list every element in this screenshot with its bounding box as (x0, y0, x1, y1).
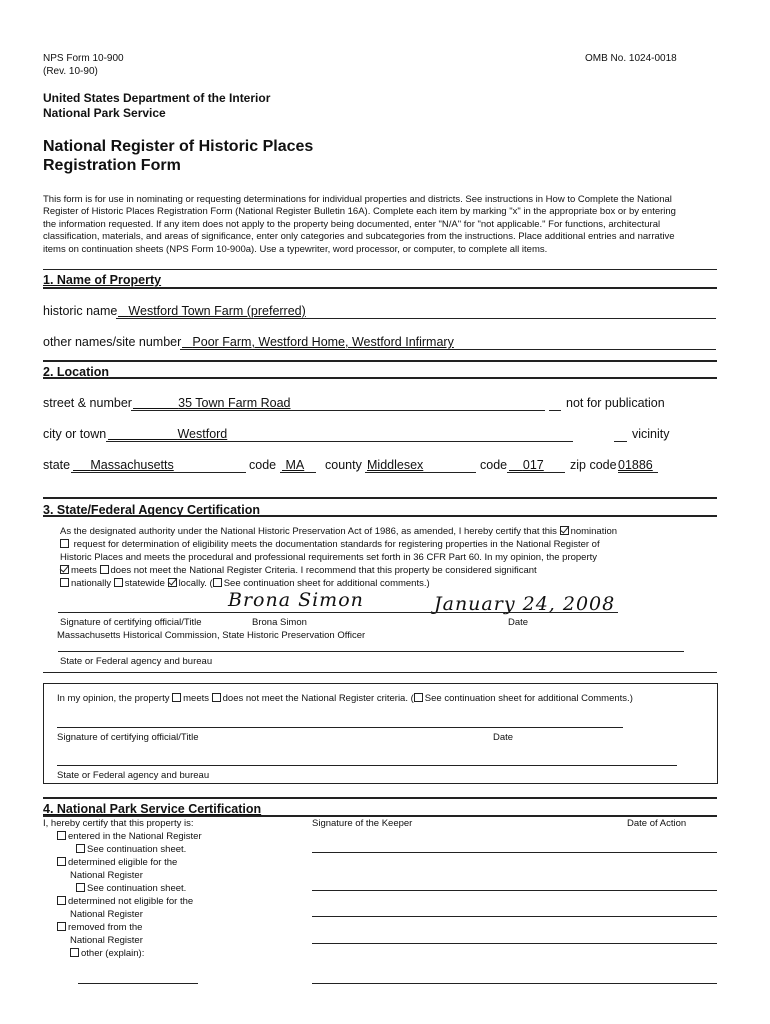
section-2-heading: 2. Location (43, 365, 109, 379)
cert-line-5: nationally statewide locally. ( See continuation sheet for additional comments.) (60, 578, 430, 590)
city-value: Westford (177, 427, 228, 441)
zip-value: 01886 (618, 458, 653, 472)
option-eligible-cont: See continuation sheet. (76, 883, 186, 895)
department-name: United States Department of the Interior (43, 91, 271, 105)
other-explain-line[interactable] (78, 983, 198, 984)
eligible-continuation-checkbox[interactable] (76, 883, 85, 892)
zip-field[interactable] (618, 458, 658, 473)
nationally-checkbox[interactable] (60, 578, 69, 587)
other-names-value: Poor Farm, Westford Home, Westford Infirmary (192, 335, 454, 349)
cert-line-4: meets does not meet the National Register Criteria. I recommend that this property be considered significant (60, 565, 537, 577)
bureau-line[interactable] (58, 651, 684, 652)
cert-line-3: Historic Places and meets the procedural and professional requirements set forth in 36 CFR Part 60. In my opinion, the property (60, 552, 598, 563)
request-checkbox[interactable] (60, 539, 69, 548)
county-code-label: code (480, 458, 508, 472)
option-removed: removed from the (57, 922, 142, 934)
historic-name-value: Westford Town Farm (preferred) (128, 304, 306, 318)
signature-line[interactable] (58, 612, 618, 613)
date-label-2: Date (493, 732, 514, 743)
eligible-checkbox[interactable] (57, 857, 66, 866)
not-publication-check[interactable] (549, 410, 561, 411)
meets-checkbox[interactable] (60, 565, 69, 574)
section-1-heading: 1. Name of Property (43, 273, 162, 287)
cert-line-1: As the designated authority under the National Historic Preservation Act of 1986, as amended, I hereby certify that this nomination (60, 526, 618, 537)
action-date-label: Date of Action (627, 818, 687, 829)
other-names-field[interactable] (180, 335, 716, 350)
option-other: other (explain): (70, 948, 144, 960)
continuation-checkbox[interactable] (213, 578, 222, 587)
certify-text: I, hereby certify that this property is: (43, 818, 194, 829)
option-removed-b: National Register (70, 935, 143, 946)
street-field[interactable] (131, 396, 545, 411)
section-4-heading: 4. National Park Service Certification (43, 802, 262, 816)
omb-number: OMB No. 1024-0018 (585, 53, 677, 64)
opinion-meets-checkbox[interactable] (172, 693, 181, 702)
vicinity-label: vicinity (632, 427, 670, 441)
bureau-label-2: State or Federal agency and bureau (57, 770, 210, 781)
county-code-value: 017 (522, 458, 544, 472)
divider (43, 360, 717, 362)
street-value: 35 Town Farm Road (178, 396, 291, 410)
instructions-line: the information requested. If any item does not apply to the property being documented, enter "N/A" for "not applicable." For functions, architectural (43, 218, 661, 230)
instructions-line: This form is for use in nominating or requesting determinations for individual properties and districts. See instructions in How to Complete the National (43, 194, 672, 205)
county-code-field[interactable] (507, 458, 565, 473)
keeper-line-4[interactable] (312, 943, 717, 944)
cert-line-2: request for determination of eligibility meets the documentation standards for registering properties in the National Register of (60, 539, 600, 551)
signature-line-2[interactable] (57, 727, 623, 728)
county-label: county (325, 458, 362, 472)
other-checkbox[interactable] (70, 948, 79, 957)
divider (43, 287, 717, 289)
divider (43, 269, 717, 270)
county-value: Middlesex (367, 458, 424, 472)
keeper-label: Signature of the Keeper (312, 818, 413, 829)
divider (43, 797, 717, 799)
state-code-field[interactable] (280, 458, 316, 473)
other-names-label: other names/site number (43, 335, 182, 349)
historic-name-label: historic name (43, 304, 118, 318)
city-label: city or town (43, 427, 107, 441)
option-not-eligible: determined not eligible for the (57, 896, 193, 908)
keeper-line-3[interactable] (312, 916, 717, 917)
option-entered: entered in the National Register (57, 831, 202, 843)
service-name: National Park Service (43, 106, 166, 120)
signature-label-2: Signature of certifying official/Title (57, 732, 199, 743)
not-publication-label: not for publication (566, 396, 665, 410)
keeper-line-2[interactable] (312, 890, 717, 891)
date-label: Date (508, 617, 529, 628)
section-3-heading: 3. State/Federal Agency Certification (43, 503, 260, 517)
divider (43, 497, 717, 499)
instructions-line: classification, materials, and areas of significance, enter only categories and subcategories from the instructions. Place additional entries and narrative (43, 231, 675, 243)
instructions-line: Register of Historic Places Registration Form (National Register Bulletin 16A). Complete each item by marking "x" in the appropriate box or by entering (43, 206, 676, 218)
page-subtitle: Registration Form (43, 157, 181, 174)
opinion-text: In my opinion, the property meets does not meet the National Register criteria. ( See continuation sheet for additional Comments.) (57, 693, 633, 704)
keeper-line-5[interactable] (312, 983, 717, 984)
street-label: street & number (43, 396, 132, 410)
zip-label: zip code (570, 458, 617, 472)
bureau-label: State or Federal agency and bureau (60, 656, 213, 667)
vicinity-check[interactable] (614, 441, 627, 442)
signature-label: Signature of certifying official/Title (60, 617, 202, 628)
form-revision: (Rev. 10-90) (43, 66, 98, 77)
statewide-checkbox[interactable] (114, 578, 123, 587)
instructions-line: items on continuation sheets (NPS Form 10-900a). Use a typewriter, word processor, or computer, to complete all items. (43, 243, 548, 255)
removed-checkbox[interactable] (57, 922, 66, 931)
signer-name: Brona Simon (252, 617, 307, 628)
keeper-line-1[interactable] (312, 852, 717, 853)
bureau-line-2[interactable] (57, 765, 677, 766)
divider (43, 815, 717, 817)
form-number: NPS Form 10-900 (43, 53, 124, 64)
option-not-eligible-b: National Register (70, 909, 143, 920)
instructions-paragraph (43, 194, 723, 256)
entered-continuation-checkbox[interactable] (76, 844, 85, 853)
option-entered-cont: See continuation sheet. (76, 844, 186, 856)
opinion-continuation-checkbox[interactable] (414, 693, 423, 702)
historic-name-field[interactable] (116, 304, 716, 319)
divider (43, 515, 717, 517)
city-field[interactable] (106, 427, 573, 442)
state-code-value: MA (285, 458, 305, 472)
official-title: Massachusetts Historical Commission, State Historic Preservation Officer (57, 630, 366, 641)
not-eligible-checkbox[interactable] (57, 896, 66, 905)
page-title: National Register of Historic Places (43, 138, 314, 155)
divider (43, 672, 717, 673)
opinion-does-not-meet-checkbox[interactable] (212, 693, 221, 702)
state-value: Massachusetts (90, 458, 174, 472)
state-code-label: code (249, 458, 277, 472)
state-field[interactable] (71, 458, 246, 473)
state-label: state (43, 458, 71, 472)
handwritten-date: January 24, 2008 (434, 593, 616, 615)
option-eligible: determined eligible for the (57, 857, 177, 869)
does-not-meet-checkbox[interactable] (100, 565, 109, 574)
entered-checkbox[interactable] (57, 831, 66, 840)
option-eligible-b: National Register (70, 870, 143, 881)
county-field[interactable] (365, 458, 476, 473)
handwritten-signature: Brona Simon (228, 589, 364, 611)
divider (43, 377, 717, 379)
locally-checkbox[interactable] (168, 578, 177, 587)
nomination-checkbox[interactable] (560, 526, 569, 535)
